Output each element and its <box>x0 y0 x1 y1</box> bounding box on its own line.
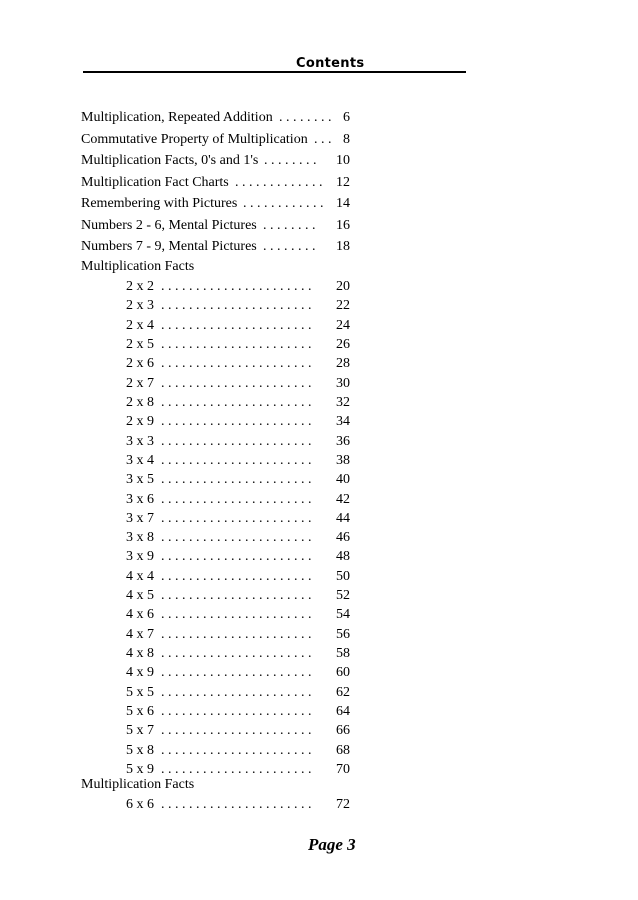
toc-leader-dots: . . . . . . . . . . . . . . . . . . . . . . <box>161 433 312 449</box>
toc-entry[interactable] <box>126 452 351 470</box>
toc-entry[interactable] <box>126 297 351 315</box>
toc-entry-label: 3 x 4 <box>126 452 154 468</box>
toc-entry-page: 52 <box>336 588 350 604</box>
toc-entry-page: 36 <box>336 433 350 449</box>
toc-entry-label: 5 x 5 <box>126 684 154 700</box>
toc-entry[interactable] <box>126 510 351 528</box>
toc-leader-dots: . . . . . . . . . . . . . . . . . . . . . . <box>161 375 312 391</box>
section-heading: Multiplication Facts <box>81 777 195 792</box>
toc-leader-dots: . . . . . . . . . . . . . . . . . . . . . . <box>161 626 312 642</box>
toc-entry[interactable] <box>126 529 351 547</box>
toc-entry-page: 32 <box>336 394 350 410</box>
toc-entry[interactable] <box>126 433 351 451</box>
toc-entry-label: 3 x 5 <box>126 472 154 488</box>
toc-leader-dots: . . . . . . . . . . . . . . . . . . . . . . <box>161 568 312 584</box>
toc-entry[interactable] <box>126 722 351 740</box>
toc-entry-label: 5 x 6 <box>126 704 154 720</box>
toc-entry-page: 62 <box>336 684 350 700</box>
toc-entry[interactable] <box>126 548 351 566</box>
toc-entry[interactable] <box>126 645 351 663</box>
toc-entry-page: 60 <box>336 665 350 681</box>
toc-entry[interactable] <box>126 471 351 489</box>
toc-entry-label: Multiplication Fact Charts <box>81 174 229 190</box>
toc-entry[interactable] <box>126 684 351 702</box>
toc-entry[interactable] <box>126 587 351 605</box>
toc-leader-dots: . . . . . . . . . . . . . . . . . . . . . . <box>161 298 312 314</box>
toc-entry-label: Remembering with Pictures <box>81 196 238 211</box>
toc-entry-label: Multiplication, Repeated Addition <box>81 110 273 125</box>
page-number: Page 3 <box>308 835 356 854</box>
toc-entry-page: 58 <box>336 646 350 662</box>
toc-leader-dots: . . . . . . . . . . . . . . . . . . . . . . <box>161 646 312 662</box>
toc-entry-page: 18 <box>336 239 350 254</box>
toc-entry[interactable] <box>81 217 351 235</box>
toc-entry[interactable] <box>81 131 351 149</box>
toc-leader-dots: . . . . . . . . . . . . . . . . . . . . . . <box>161 510 312 526</box>
toc-entry-label: 4 x 9 <box>126 665 154 681</box>
toc-entry-label: 2 x 7 <box>126 375 154 391</box>
toc-leader-dots: . . . . . . . . . . . . . <box>235 174 323 190</box>
toc-entry-label: 4 x 4 <box>126 568 154 584</box>
toc-entry[interactable] <box>126 664 351 682</box>
toc-entry[interactable] <box>126 336 351 354</box>
toc-leader-dots: . . . . . . . . <box>264 153 317 168</box>
toc-leader-dots: . . . . . . . . . . . . . . . . . . . . . . <box>161 797 312 812</box>
toc-leader-dots: . . . . . . . . <box>279 110 332 125</box>
toc-entry-page: 46 <box>336 530 350 546</box>
toc-entry[interactable] <box>81 152 351 170</box>
toc-entry[interactable] <box>126 394 351 412</box>
toc-entry-page: 72 <box>336 797 350 812</box>
toc-entry-page: 14 <box>336 196 350 211</box>
toc-entry-label: Commutative Property of Multiplication <box>81 131 308 147</box>
toc-entry-label: 2 x 2 <box>126 279 154 294</box>
toc-entry-label: 2 x 3 <box>126 298 154 314</box>
toc-leader-dots: . . . . . . . . . . . . . . . . . . . . . . <box>161 317 312 333</box>
toc-entry-label: 3 x 8 <box>126 530 154 546</box>
toc-leader-dots: . . . . . . . . . . . . . . . . . . . . . . <box>161 279 312 294</box>
toc-entry[interactable] <box>81 174 351 192</box>
header-rule <box>83 71 466 73</box>
toc-entry-page: 28 <box>336 356 350 372</box>
toc-entry-page: 10 <box>336 153 350 168</box>
toc-entry-label: 2 x 9 <box>126 414 154 430</box>
toc-entry[interactable] <box>81 195 351 213</box>
toc-entry-label: 5 x 9 <box>126 762 154 777</box>
toc-entry-page: 42 <box>336 491 350 507</box>
toc-leader-dots: . . . . . . . . . . . . . . . . . . . . . . <box>161 723 312 739</box>
toc-entry-label: 5 x 8 <box>126 742 154 758</box>
toc-leader-dots: . . . . . . . . . . . . . . . . . . . . . . <box>161 414 312 430</box>
toc-entry-page: 26 <box>336 336 350 352</box>
toc-entry-label: Numbers 2 - 6, Mental Pictures <box>81 217 257 233</box>
toc-entry-label: 2 x 8 <box>126 394 154 410</box>
toc-entry-label: 4 x 8 <box>126 646 154 662</box>
toc-leader-dots: . . . . . . . . . . . . . . . . . . . . . . <box>161 549 312 565</box>
toc-entry-page: 20 <box>336 279 350 294</box>
toc-leader-dots: . . . . . . . . . . . . . . . . . . . . . . <box>161 704 312 720</box>
toc-entry-label: 2 x 5 <box>126 336 154 352</box>
toc-entry-page: 66 <box>336 723 350 739</box>
toc-entry[interactable] <box>126 796 351 814</box>
toc-entry-page: 48 <box>336 549 350 565</box>
toc-entry[interactable] <box>126 703 351 721</box>
toc-leader-dots: . . . . . . . . . . . . . . . . . . . . . . <box>161 336 312 352</box>
toc-entry-label: 4 x 6 <box>126 607 154 623</box>
toc-entry-page: 22 <box>336 298 350 314</box>
toc-entry-label: 3 x 9 <box>126 549 154 565</box>
toc-entry-page: 8 <box>343 131 350 147</box>
toc-entry[interactable] <box>126 606 351 624</box>
toc-entry[interactable] <box>81 109 351 127</box>
toc-leader-dots: . . . . . . . . . . . . . . . . . . . . . . <box>161 472 312 488</box>
toc-leader-dots: . . . . . . . . <box>263 239 316 254</box>
toc-entry-label: Multiplication Facts, 0's and 1's <box>81 153 259 168</box>
toc-entry[interactable] <box>126 278 351 296</box>
toc-entry-page: 38 <box>336 452 350 468</box>
toc-entry-label: 2 x 4 <box>126 317 154 333</box>
toc-entry-label: 3 x 3 <box>126 433 154 449</box>
toc-leader-dots: . . . . . . . . . . . . . . . . . . . . . . <box>161 394 312 410</box>
toc-entry[interactable] <box>126 626 351 644</box>
toc-entry[interactable] <box>126 568 351 586</box>
toc-leader-dots: . . . . . . . . . . . . . . . . . . . . . . <box>161 452 312 468</box>
toc-leader-dots: . . . . . . . . . . . . . . . . . . . . . . <box>161 530 312 546</box>
toc-entry[interactable] <box>126 742 351 760</box>
toc-entry-page: 34 <box>336 414 350 430</box>
toc-entry[interactable] <box>126 317 351 335</box>
toc-entry-label: 5 x 7 <box>126 723 154 739</box>
toc-entry-page: 24 <box>336 317 350 333</box>
toc-entry-label: 3 x 6 <box>126 491 154 507</box>
toc-entry[interactable] <box>126 491 351 509</box>
toc-leader-dots: . . . . . . . . . . . . <box>243 196 324 211</box>
toc-entry-label: 4 x 5 <box>126 588 154 604</box>
toc-leader-dots: . . . . . . . . . . . . . . . . . . . . . . <box>161 607 312 623</box>
toc-entry-label: 4 x 7 <box>126 626 154 642</box>
toc-entry[interactable] <box>81 238 351 256</box>
toc-entry[interactable] <box>126 375 351 393</box>
page-title: Contents <box>296 56 365 71</box>
toc-entry-label: 2 x 6 <box>126 356 154 372</box>
toc-entry-page: 12 <box>336 174 350 190</box>
toc-leader-dots: . . . . . . . . . . . . . . . . . . . . . . <box>161 665 312 681</box>
toc-entry-page: 68 <box>336 742 350 758</box>
toc-entry-page: 40 <box>336 472 350 488</box>
toc-leader-dots: . . . . . . . . . . . . . . . . . . . . . . <box>161 356 312 372</box>
toc-leader-dots: . . . . . . . . . . . . . . . . . . . . . . <box>161 491 312 507</box>
toc-leader-dots: . . . . . . . . . . . . . . . . . . . . . . <box>161 762 312 777</box>
section-heading: Multiplication Facts <box>81 259 195 274</box>
toc-entry-page: 56 <box>336 626 350 642</box>
toc-entry[interactable] <box>126 413 351 431</box>
toc-entry-label: 3 x 7 <box>126 510 154 526</box>
toc-entry-label: 6 x 6 <box>126 797 154 812</box>
toc-leader-dots: . . . . . . . . <box>263 217 316 233</box>
toc-entry-page: 44 <box>336 510 350 526</box>
toc-entry-page: 70 <box>336 762 350 777</box>
toc-entry-page: 50 <box>336 568 350 584</box>
toc-entry-page: 54 <box>336 607 350 623</box>
toc-leader-dots: . . . <box>314 131 332 147</box>
toc-entry-page: 64 <box>336 704 350 720</box>
toc-leader-dots: . . . . . . . . . . . . . . . . . . . . . . <box>161 684 312 700</box>
toc-leader-dots: . . . . . . . . . . . . . . . . . . . . . . <box>161 588 312 604</box>
toc-leader-dots: . . . . . . . . . . . . . . . . . . . . . . <box>161 742 312 758</box>
toc-entry-page: 16 <box>336 217 350 233</box>
toc-entry-page: 30 <box>336 375 350 391</box>
toc-entry-label: Numbers 7 - 9, Mental Pictures <box>81 239 257 254</box>
toc-entry[interactable] <box>126 355 351 373</box>
toc-entry-page: 6 <box>343 110 350 125</box>
